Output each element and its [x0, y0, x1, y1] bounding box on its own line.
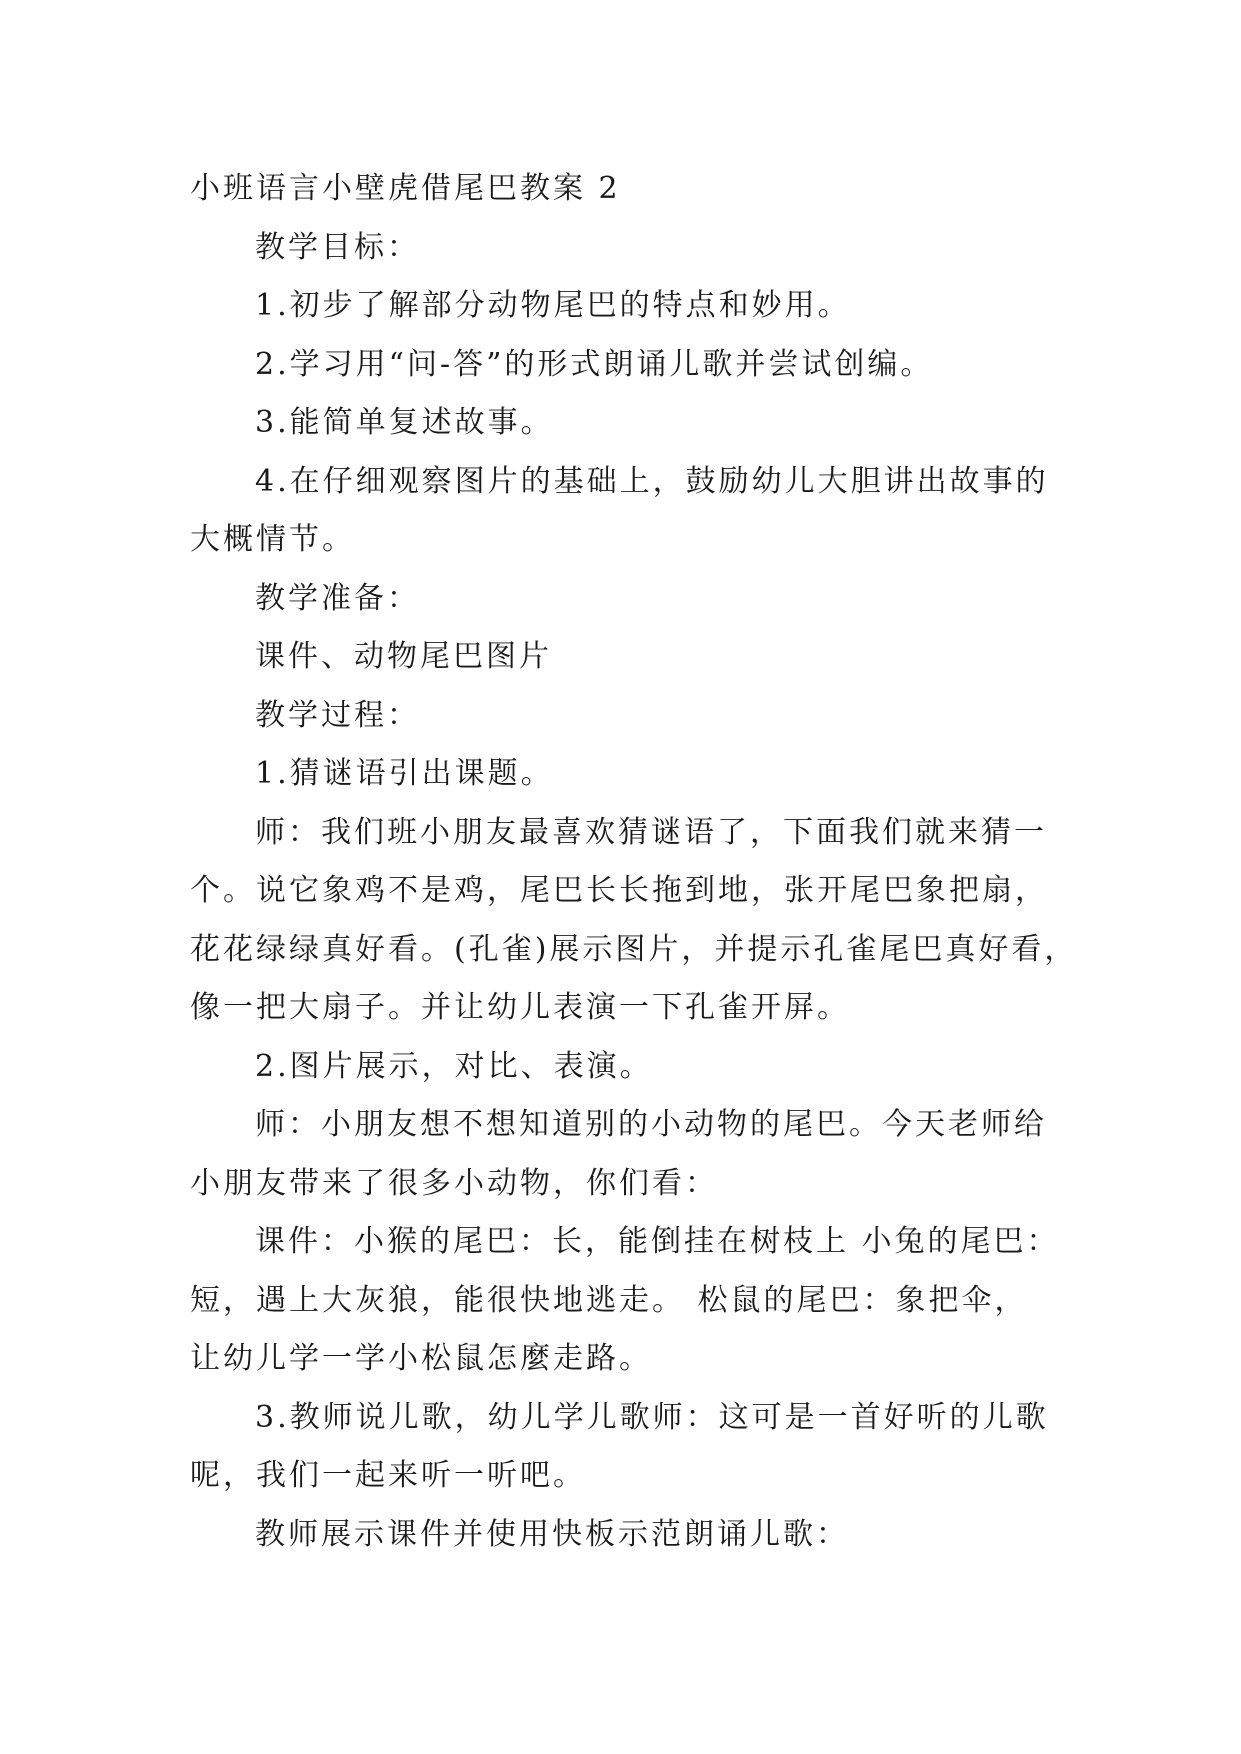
paragraph-line: 让幼儿学一学小松鼠怎麼走路。 [190, 1341, 652, 1376]
document-title: 小班语言小壁虎借尾巴教案 2 [190, 171, 621, 206]
paragraph-line: 课件：小猴的尾巴：长，能倒挂在树枝上 小兔的尾巴： [255, 1224, 1060, 1259]
paragraph-line: 2.学习用“问-答”的形式朗诵儿歌并尝试创编。 [255, 346, 934, 382]
paragraph-line: 师：我们班小朋友最喜欢猜谜语了，下面我们就来猜一 [255, 814, 1047, 850]
paragraph-line: 1.猜谜语引出课题。 [255, 756, 554, 791]
paragraph-line: 3.教师说儿歌，幼儿学儿歌师：这可是一首好听的儿歌 [255, 1399, 1049, 1435]
paragraph-line: 短，遇上大灰狼，能很快地逃走。 松鼠的尾巴：象把伞， [190, 1282, 1028, 1318]
section-heading-preparation: 教学准备： [255, 580, 420, 616]
document-page [190, 160, 1078, 1564]
paragraph-line: 师：小朋友想不想知道别的小动物的尾巴。今天老师给 [255, 1107, 1047, 1142]
paragraph-line: 个。说它象鸡不是鸡，尾巴长长拖到地，张开尾巴象把扇， [190, 873, 1048, 908]
paragraph-line: 大概情节。 [190, 522, 355, 557]
paragraph-line: 呢，我们一起来听一听吧。 [190, 1458, 586, 1493]
section-heading-goals: 教学目标： [255, 229, 420, 265]
paragraph-line: 花花绿绿真好看。(孔雀)展示图片，并提示孔雀尾巴真好看， [190, 931, 1078, 967]
section-heading-process: 教学过程： [255, 697, 420, 733]
paragraph-line: 像一把大扇子。并让幼儿表演一下孔雀开屏。 [190, 990, 850, 1025]
paragraph-line: 4.在仔细观察图片的基础上，鼓励幼儿大胆讲出故事的 [255, 463, 1049, 499]
paragraph-line: 2.图片展示，对比、表演。 [255, 1048, 653, 1084]
paragraph-line: 小朋友带来了很多小动物，你们看： [190, 1165, 718, 1201]
paragraph-line: 3.能简单复述故事。 [255, 405, 554, 440]
paragraph-line: 教师展示课件并使用快板示范朗诵儿歌： [255, 1516, 849, 1552]
paragraph-line: 课件、动物尾巴图片 [255, 639, 552, 674]
paragraph-line: 1.初步了解部分动物尾巴的特点和妙用。 [255, 288, 851, 323]
